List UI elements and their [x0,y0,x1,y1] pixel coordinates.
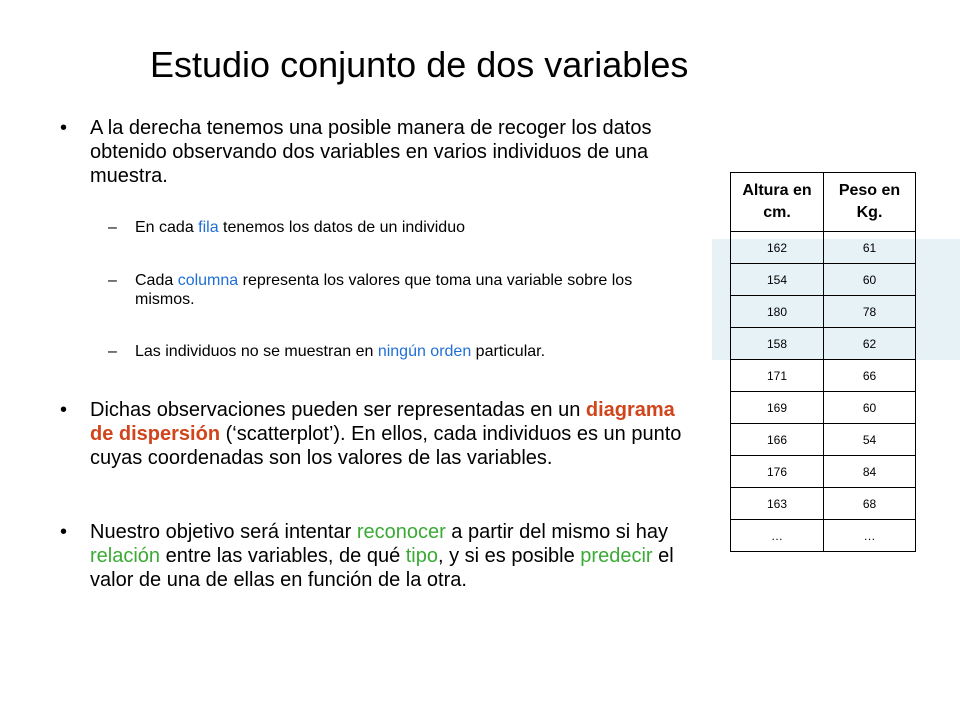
highlight-term: reconocer [356,521,446,543]
bullet-text: A la derecha tenemos una posible manera de recoger los datos obtenido observando dos variables en varios individuos de una muestra. [90,117,652,187]
highlight-term: tipo [405,545,438,567]
bullet-marker: • [60,521,68,543]
table-cell: 62 [824,328,916,360]
table-cell: 66 [824,360,916,392]
table-row [731,296,916,328]
table-row [731,392,916,424]
sub-bullet-marker: – [108,343,117,360]
highlight-term: diagrama de dispersión [90,399,675,445]
table-row [731,488,916,520]
table-cell: 158 [731,328,824,360]
sub-bullet-marker: – [108,272,117,289]
table-row [731,328,916,360]
table-cell: 162 [731,232,824,264]
table-cell: 176 [731,456,824,488]
highlight-term: fila [198,219,219,236]
highlight-term: relación [90,545,161,567]
table-row [731,360,916,392]
table-cell: 166 [731,424,824,456]
column-header-altura: Altura en cm. [731,173,824,232]
sub-bullet-text: En cada fila tenemos los datos de un individuo [135,219,465,236]
sub-bullet-text: Las individuos no se muestran en ningún orden particular. [135,343,546,360]
table-cell: 163 [731,488,824,520]
table-row [731,264,916,296]
column-header-peso: Peso en Kg. [824,173,916,232]
table-cell: 60 [824,392,916,424]
bullet-text: Dichas observaciones pueden ser representadas en un diagrama de dispersión (‘scatterplot’). En ellos, cada individuos es un punto cuyas coordenadas son los valores de las variables. [90,399,682,469]
table-cell: 61 [824,232,916,264]
sub-bullet-text: Cada columna representa los valores que toma una variable sobre los mismos. [135,272,633,308]
table-cell: … [731,520,824,552]
table-row [731,520,916,552]
table-cell: 84 [824,456,916,488]
table-row [731,424,916,456]
highlight-term: ningún orden [377,343,472,360]
table-cell: 60 [824,264,916,296]
table-row [731,456,916,488]
sub-bullet-marker: – [108,219,117,236]
table-cell: 169 [731,392,824,424]
table-cell: 171 [731,360,824,392]
bullet-text: Nuestro objetivo será intentar reconocer a partir del mismo si hay relación entre las variables, de qué tipo, y si es posible predecir el valor de una de ellas en función de la otra. [90,521,674,591]
bullet-marker: • [60,117,68,139]
table-cell: … [824,520,916,552]
table-cell: 68 [824,488,916,520]
table-header-row [731,173,916,232]
table-cell: 78 [824,296,916,328]
table-cell: 54 [824,424,916,456]
bullet-marker: • [60,399,68,421]
highlight-term: predecir [580,545,653,567]
highlight-term: columna [177,272,239,289]
table-cell: 154 [731,264,824,296]
data-table [730,172,916,552]
slide-title: Estudio conjunto de dos variables [150,44,689,85]
table-row [731,232,916,264]
table-cell: 180 [731,296,824,328]
